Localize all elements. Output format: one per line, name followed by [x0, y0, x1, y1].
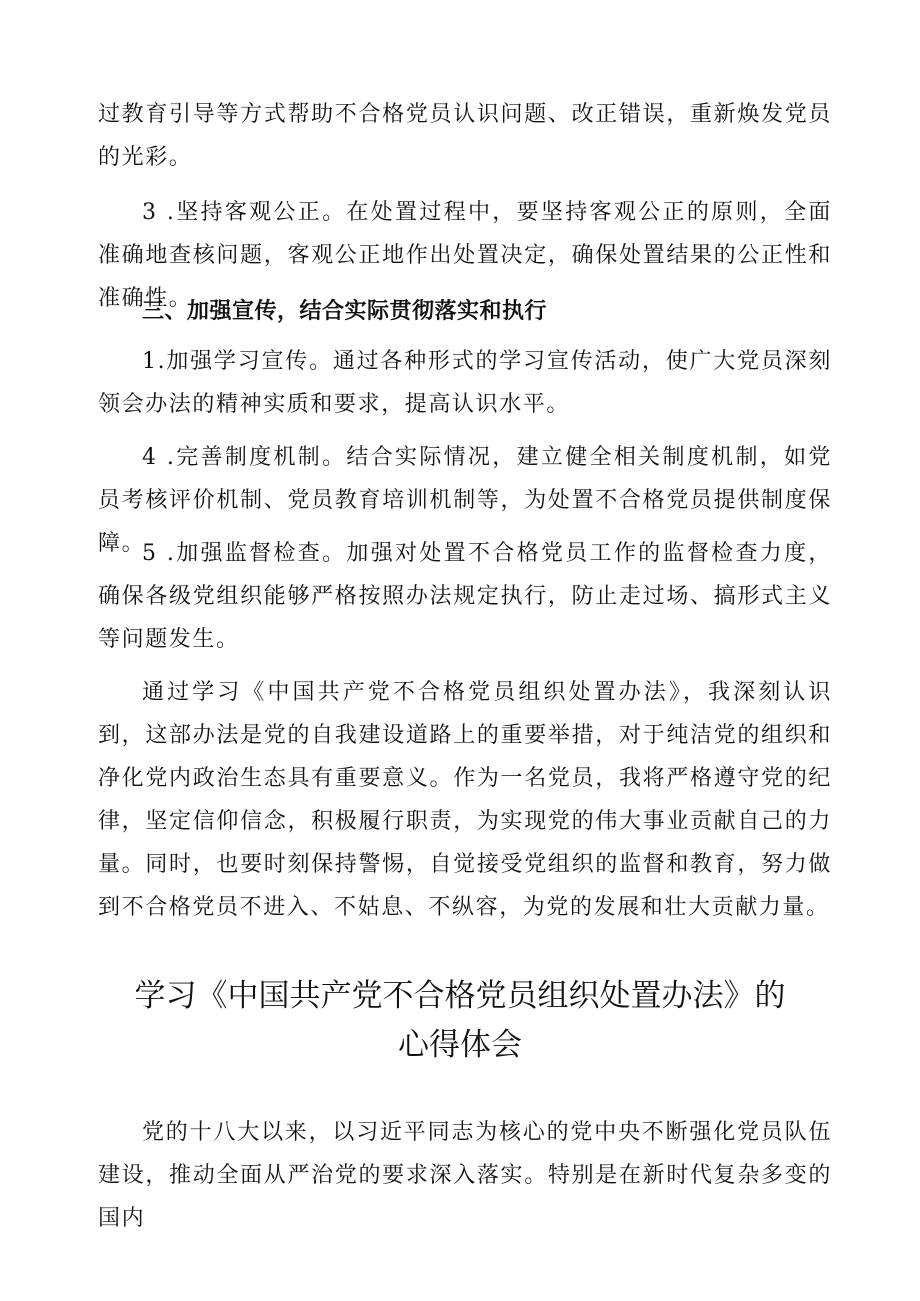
paragraph-conclusion: 通过学习《中国共产党不合格党员组织处置办法》，我深刻认识到，这部办法是党的自我建设道路上的重要举措，对于纯洁党的组织和净化党内政治生态具有重要意义。作为一名党员，我将严格遵守党的纪律，坚定信仰信念，积极履行职责，为实现党的伟大事业贡献自己的力量。同时，也要时刻保持警惕，自觉接受党组织的监督和教育，努力做到不合格党员不进入、不姑息、不纵容，为党的发展和壮大贡献力量。	[98, 680, 832, 920]
paragraph-point-4: 4 .完善制度机制。结合实际情况，建立健全相关制度机制，如党员考核评价机制、党员教育培训机制等，为处置不合格党员提供制度保障。	[98, 445, 832, 556]
paragraph-new-essay-opening: 党的十八大以来，以习近平同志为核心的党中央不断强化党员队伍建设，推动全面从严治党的要求深入落实。特别是在新时代复杂多变的国内	[98, 1120, 832, 1231]
paragraph-intro-continued: 过教育引导等方式帮助不合格党员认识问题、改正错误，重新焕发党员的光彩。	[98, 102, 832, 170]
section-heading: 三、加强宣传，结合实际贯彻落实和执行	[142, 299, 548, 324]
paragraph-point-1: 1.加强学习宣传。通过各种形式的学习宣传活动，使广大党员深刻领会办法的精神实质和要求，提高认识水平。	[98, 349, 832, 417]
document-title-line-2: 心得体会	[398, 1027, 522, 1063]
paragraph-point-5: 5 .加强监督检查。加强对处置不合格党员工作的监督检查力度，确保各级党组织能够严格按照办法规定执行，防止走过场、搞形式主义等问题发生。	[98, 541, 832, 652]
document-title-line-1: 学习《中国共产党不合格党员组织处置办法》的	[134, 978, 786, 1014]
paragraph-point-3: 3 .坚持客观公正。在处置过程中，要坚持客观公正的原则，全面准确地查核问题，客观公正地作出处置决定，确保处置结果的公正性和准确性。	[98, 200, 832, 311]
